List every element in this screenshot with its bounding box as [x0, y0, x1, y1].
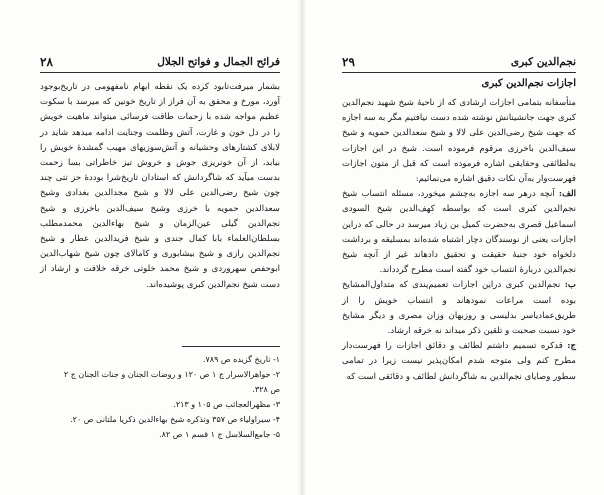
page-number: ۲۹ — [342, 55, 355, 69]
footnote: ۵- جامع‌السلاسل ج ۱ قسم ۱ ص ۸۲. — [159, 430, 280, 439]
list-item — [342, 278, 576, 339]
running-header-title: فرائح الجمال و فواتح الجلال — [157, 56, 280, 68]
item-text: نجم‌الدین کبری دراین اجازات تعمیم‌پندی که متداول‌المشایخ بوده است مراعات نمودهاند و انتساب خویش را از طریق‌عمادیاسر بدلیسی و روزبهان وزان مصری و دیگر مشایخ خود نسبت صحبت و تلقین ذکر میداند نه خرقه ارشاد. — [342, 280, 576, 337]
item-text: آنچه درهر سه اجازه به‌چشم میخورد، مسئله انتساب شیخ نجم‌الدین کبری است که بواسطه کهف‌الدین شیخ السودی اسماعیل قصری به‌حضرت کمیل بن زیاد میرسد در حالی که دراین اجازات یعنی از نوسندگان دچار اشتباه شده‌اند بمسلیقه و برداشت دلخواه خود جنبهٔ حقیقت و تحقیق دادها‌ند غیر از آنچه شیخ نجم‌الدین دربارهٔ انتساب خود گفته است مطرح گردداند. — [342, 189, 576, 276]
item-marker: ج: — [567, 341, 577, 352]
page-number: ۲۸ — [40, 55, 53, 69]
running-header-title: نجم‌الدین کبری — [510, 56, 576, 68]
footnote-rule — [182, 346, 280, 347]
item-marker: الف: — [558, 189, 576, 200]
body-text — [342, 96, 576, 385]
footnote: ص ۳۲۸. — [252, 385, 280, 394]
header-rule — [342, 72, 576, 73]
running-header — [342, 56, 576, 72]
header-rule — [40, 72, 280, 73]
paragraph: متأسفانه بتمامی اجازات ارشادی که از ناحیهٔ شیخ شهید نجم‌الدین کبری جهت جانشینانش نوشته شده دست نیافتیم مگر به سه اجازه که جهت شیخ رضی‌الدین علی لالا و شیخ سعدالدین حمویه و شیخ سیف‌الدین باخرزی مرقوم فرموده است. شیخ در این اجازات به‌لطائفی وحقایقی اشاره فرموده است که قبل از متون اجازات فهرست‌وار به‌آن نکات دقیق اشاره می‌نمائیم: — [342, 98, 576, 185]
footnote: ۳- مظهرالعجائب ص ۱۰۵ و ۲۱۳. — [173, 400, 280, 409]
paragraph: بشمار میرفت‌تابود کرده یک نقطه ابهام نامفهومی در تاریخ‌بوجود آورد، مورخ و محقق به آن فراز از تاریخ خونین که میرسد با سکوت عظیم مواجه شده با زحمات طاقت فرسائی میتواند ماهیت خویش را در دل خون و غارت، آتش وظلمت وجنایت ادامه میدهد شاید در لابلای کشتارهای وحشیانه و آتش‌سوزیهای مهیب گمشدهٔ خویش را بیابد، از آن خونریزی جوش و خروش تیز خاطراتی بسا زحمت بدست میآید که شاگردانش که استادان تاریخ‌شرا بوددهٔ حز تتی چند چون شیخ رضی‌الدین علی لالا و شیخ مجدالدین بغدادی وشیخ سعدالدین حمویه با خرزی وشیخ سیف‌الدین باخرزی و شیخ نجم‌الدین گیلی عین‌الزمان و شیخ بهاءالدین محمدمطلب بسلطان‌العلماء بابا کمال جندی و شیخ فریدالدین عطار و شیخ نجم‌الدین رازی و شیخ بیشابوری و کامالای چون شیخ شهاب‌الدین ابوحفص سهروردی و شیخ محمد خلوتی خرقه خلافت و ارشاد از دست شیخ نجم‌الدین کبری پوشیده‌اند. — [40, 82, 280, 290]
section-title: اجازات نجم‌الدین کبری — [481, 78, 576, 89]
item-marker: ب: — [564, 280, 576, 291]
list-item — [342, 187, 576, 278]
body-text — [40, 80, 280, 293]
footnote: ۴- سیراولیاء ص ۳۵۷ وتذکره شیخ بهاءالدین ذکریا ملتانی ص ۲۰. — [70, 415, 280, 424]
footnote: ۲- جواهرالاسرار ج ۱ ص ۱۲۰ و روضات الجنان و جنات الجنان ج ۲ — [63, 370, 280, 379]
footnotes — [40, 352, 280, 442]
running-header — [40, 56, 280, 72]
list-item — [342, 339, 576, 385]
item-text: قدکره تسمیم داشتم لطائف و دقائق اجازات را فهرست‌دار مطرح کنم ولی متوجه شدم امکان‌پذیر نیست زیرا در تمامی سطور وصایای نجم‌الدین به شاگردانش لطائف و دقائقی است که — [342, 341, 576, 382]
book-gutter — [298, 0, 306, 495]
footnote: ۱- تاریخ گزیده ص ۷۸۹. — [202, 355, 280, 364]
right-page — [302, 0, 604, 495]
